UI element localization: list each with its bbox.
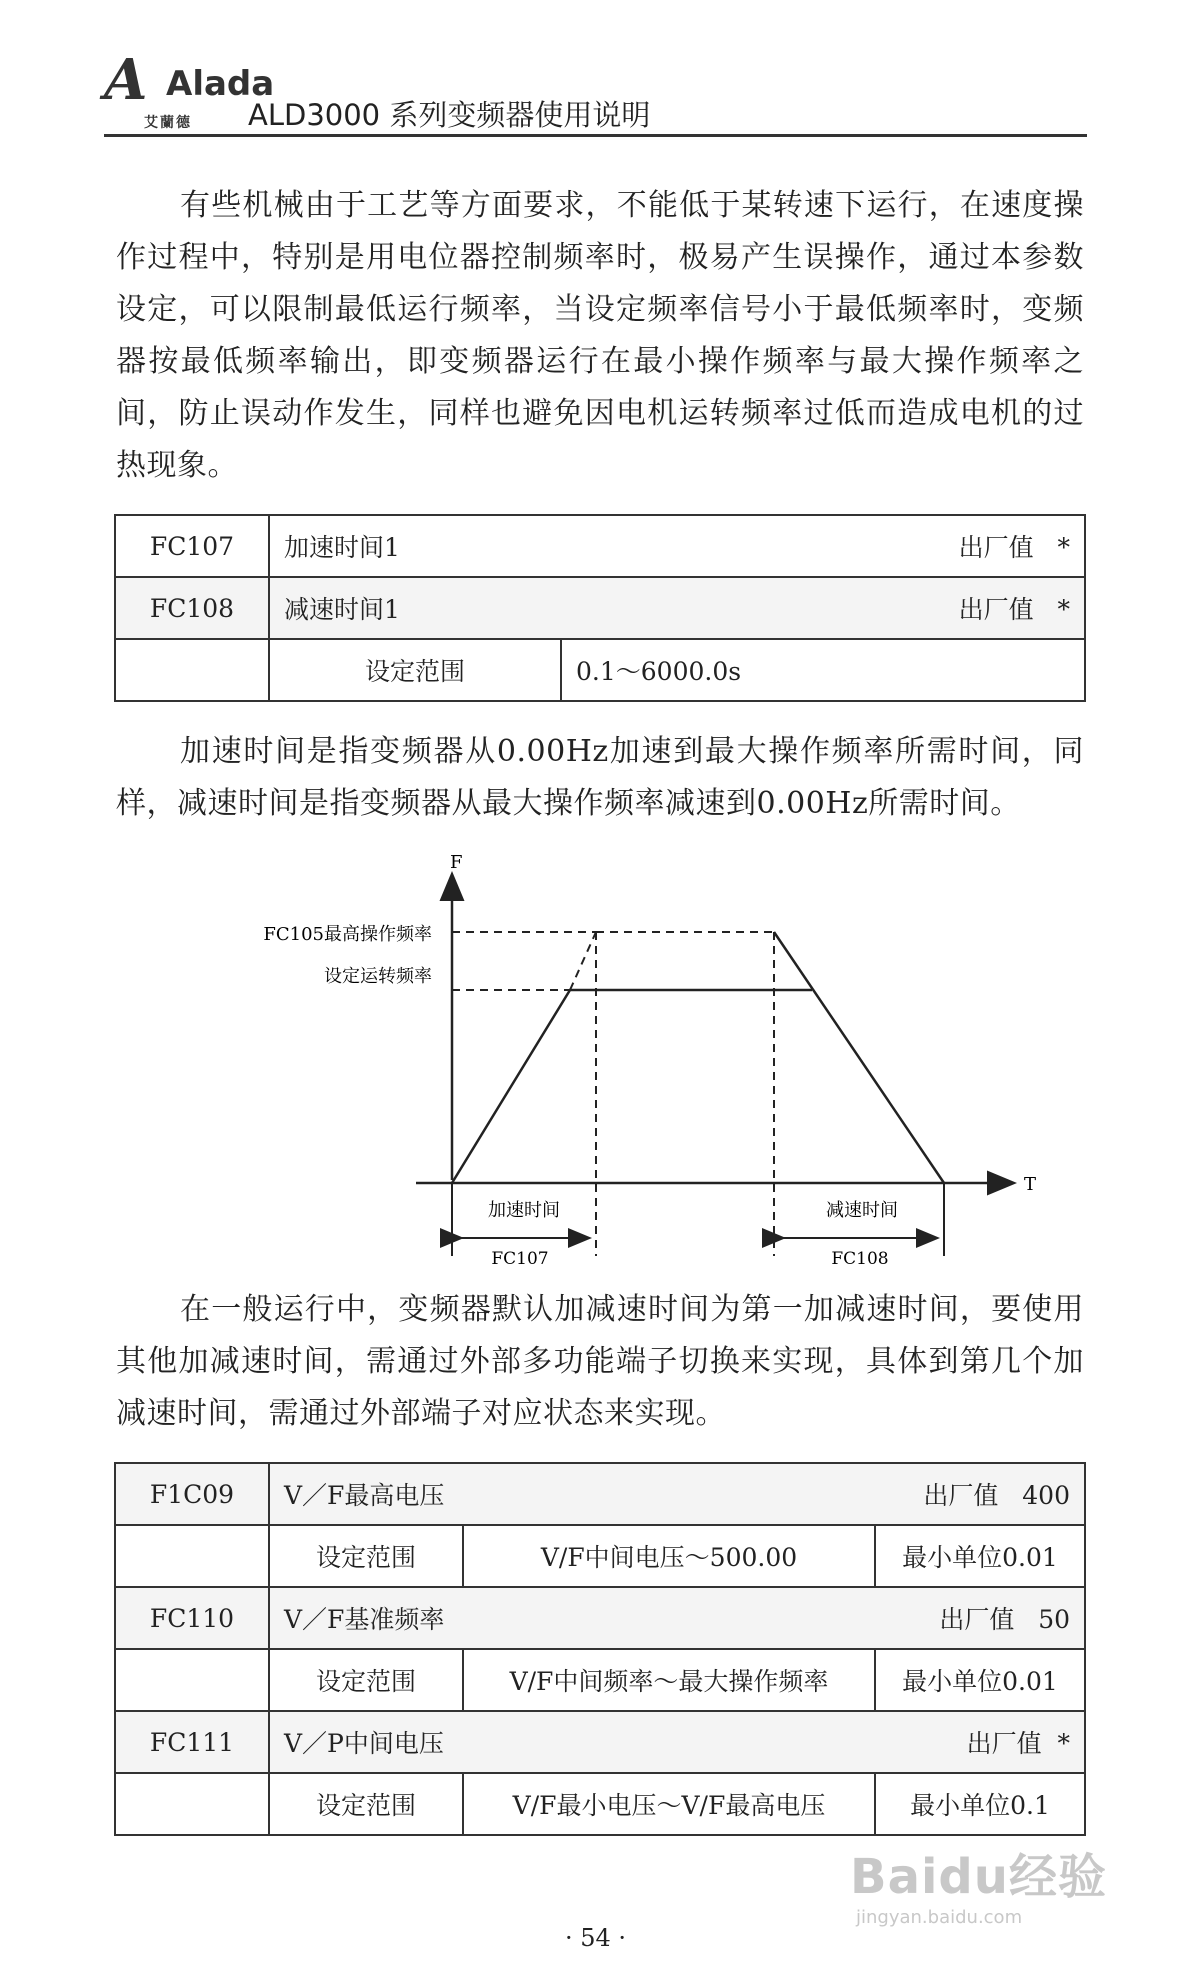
param-name: V／F基准频率 bbox=[284, 1605, 445, 1634]
factory-value-number: * bbox=[1057, 1729, 1070, 1758]
run-profile-decel bbox=[774, 932, 944, 1183]
range-value: V/F中间电压～500.00 bbox=[463, 1525, 875, 1587]
table-row bbox=[115, 1587, 1085, 1649]
param-name-cell bbox=[269, 1711, 1085, 1773]
logo-text: Alada bbox=[166, 64, 275, 104]
logo-cn-text: 艾蘭德 bbox=[144, 115, 192, 131]
min-unit: 最小单位0.01 bbox=[875, 1649, 1085, 1711]
range-label: 设定范围 bbox=[269, 639, 561, 701]
min-unit: 最小单位0.01 bbox=[875, 1525, 1085, 1587]
param-name-cell bbox=[269, 1463, 1085, 1525]
empty-cell bbox=[115, 1773, 269, 1835]
param-name: V／F最高电压 bbox=[284, 1481, 445, 1510]
factory-value-number: 50 bbox=[1038, 1605, 1070, 1634]
factory-value-label: 出厂值 bbox=[923, 1481, 999, 1510]
factory-value-label: 出厂值 bbox=[966, 1729, 1042, 1758]
max-freq-label: FC105最高操作频率 bbox=[263, 924, 432, 945]
factory-value-label: 出厂值 bbox=[958, 533, 1034, 562]
factory-value-number: * bbox=[1057, 595, 1070, 624]
empty-cell bbox=[115, 1649, 269, 1711]
param-name: 减速时间1 bbox=[284, 595, 400, 624]
decel-code-label: FC108 bbox=[831, 1249, 889, 1269]
factory-value-label: 出厂值 bbox=[958, 595, 1034, 624]
range-label: 设定范围 bbox=[269, 1649, 463, 1711]
run-profile-accel bbox=[452, 990, 812, 1183]
factory-value bbox=[923, 1476, 1070, 1512]
accel-code-label: FC107 bbox=[491, 1249, 549, 1269]
baidu-watermark bbox=[850, 1838, 1107, 1928]
table-row bbox=[115, 1649, 1085, 1711]
logo-script-mark: A bbox=[104, 47, 148, 113]
decel-time-label: 减速时间 bbox=[826, 1200, 898, 1221]
factory-value-label: 出厂值 bbox=[939, 1605, 1015, 1634]
table-row bbox=[115, 1463, 1085, 1525]
watermark-url: jingyan.baidu.com bbox=[856, 1907, 1023, 1928]
range-label: 设定范围 bbox=[269, 1773, 463, 1835]
factory-value-number: 400 bbox=[1022, 1481, 1070, 1510]
paragraph-text: 有些机械由于工艺等方面要求，不能低于某转速下运行，在速度操作过程中，特别是用电位器控制频率时，极易产生误操作，通过本参数设定，可以限制最低运行频率，当设定频率信号小于最低频率时，变频器按最低频率输出，即变频器运行在最小操作频率与最大操作频率之间，防止误动作发生，同样也避免因电机运转频率过低而造成电机的过热现象。 bbox=[116, 188, 1084, 483]
vf-parameter-table bbox=[114, 1462, 1086, 1836]
factory-value-number: * bbox=[1057, 533, 1070, 562]
param-code: F1C09 bbox=[115, 1463, 269, 1525]
accel-time-label: 加速时间 bbox=[488, 1200, 560, 1221]
factory-value bbox=[939, 1600, 1070, 1636]
factory-value bbox=[967, 1724, 1070, 1760]
y-axis-label: F bbox=[450, 852, 463, 873]
param-name: V／P中间电压 bbox=[284, 1729, 444, 1758]
table-row bbox=[115, 1711, 1085, 1773]
set-freq-label: 设定运转频率 bbox=[324, 966, 432, 987]
page-number: · 54 · bbox=[564, 1924, 627, 1952]
range-value: V/F中间频率～最大操作频率 bbox=[463, 1649, 875, 1711]
param-code: FC110 bbox=[115, 1587, 269, 1649]
x-axis-label: T bbox=[1024, 1174, 1037, 1195]
min-unit: 最小单位0.1 bbox=[875, 1773, 1085, 1835]
paragraph-multi-accel bbox=[116, 1284, 1084, 1440]
table-row bbox=[115, 1525, 1085, 1587]
paragraph-text: 在一般运行中，变频器默认加减速时间为第一加减速时间，要使用其他加减速时间，需通过外部多功能端子切换来实现，具体到第几个加减速时间，需通过外部端子对应状态来实现。 bbox=[116, 1292, 1084, 1431]
range-value: V/F最小电压～V/F最高电压 bbox=[463, 1773, 875, 1835]
param-name: 加速时间1 bbox=[284, 533, 400, 562]
table-row bbox=[115, 1773, 1085, 1835]
paragraph-text: 加速时间是指变频器从0.00Hz加速到最大操作频率所需时间，同样，减速时间是指变频器从最大操作频率减速到0.00Hz所需时间。 bbox=[116, 734, 1084, 821]
accel-extension-dashed bbox=[570, 932, 596, 990]
param-name-cell bbox=[269, 1587, 1085, 1649]
range-value: 0.1～6000.0s bbox=[561, 639, 1085, 701]
range-label: 设定范围 bbox=[269, 1525, 463, 1587]
empty-cell bbox=[115, 1525, 269, 1587]
param-code: FC107 bbox=[115, 515, 269, 577]
watermark-text: Baidu经验 bbox=[850, 1849, 1107, 1905]
document-title: ALD3000 系列变频器使用说明 bbox=[248, 98, 651, 132]
param-code: FC111 bbox=[115, 1711, 269, 1773]
param-code: FC108 bbox=[115, 577, 269, 639]
